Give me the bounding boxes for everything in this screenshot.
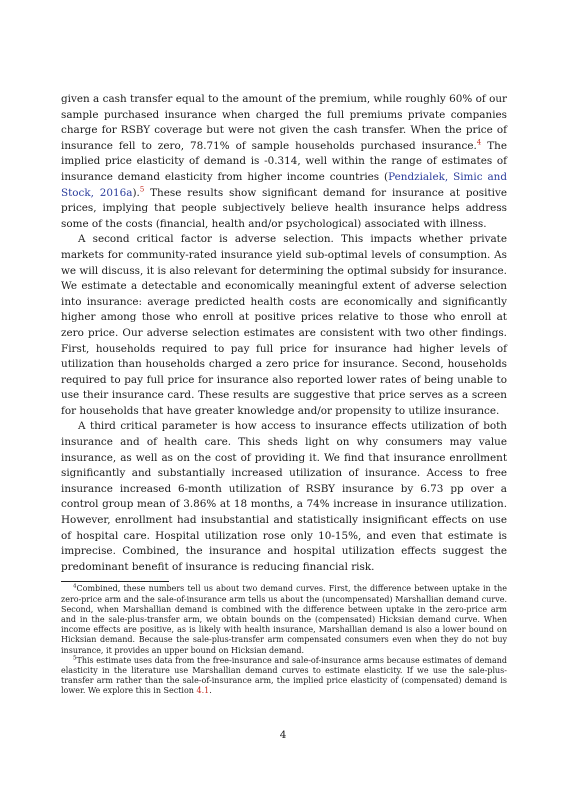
page-number: 4 (279, 729, 287, 741)
page-body (61, 92, 507, 697)
footnote-4-mark: 4 (73, 583, 77, 590)
paragraph-1-text-d: These results show significant demand for insurance at positive prices, implying that people subjectively believe health insurance helps address some of the costs (financial, health and/or psychological) associated with illness. (61, 186, 507, 230)
paragraph-2: A second critical factor is adverse selection. This impacts whether private markets for community-rated insurance yield sub-optimal levels of consumption. As we will discuss, it is also relevant for determining the optimal subsidy for insurance. We estimate a detectable and economically meaningful extent of adverse selection into insurance: average predicted health costs are economically and significantly higher among those who enroll at positive prices relative to those who enroll at zero price. Our adverse selection estimates are consistent with two other findings. First, households required to pay full price for insurance had higher levels of utilization than households charged a zero price for insurance. Second, households required to pay full price for insurance also reported lower rates of being unable to use their insurance card. These results are suggestive that price serves as a screen for households that have greater knowledge and/or propensity to utilize insurance. (61, 233, 507, 417)
footnote-4-text: Combined, these numbers tell us about two demand curves. First, the difference between uptake in the zero-price arm and the sale-of-insurance arm tells us about the (uncompensated) Marshallian demand curve. Second, when Marshallian demand is combined with the difference between uptake in the zero-price arm and in the sale-plus-transfer arm, we obtain bounds on the (compensated) Hicksian demand curve. When income effects are positive, as is likely with health insurance, Marshallian demand is also a lower bound on Hicksian demand. Because the sale-plus-transfer arm compensated consumers even when they do not buy insurance, it provides an upper bound on Hicksian demand. (61, 584, 507, 655)
paragraph-1-text-b: The implied price elasticity of demand is -0.314, well within the range of estimates of insurance demand elasticity from higher income countries ( (61, 139, 507, 183)
footnote-5-end: . (209, 686, 212, 696)
footnote-5-text: This estimate uses data from the free-insurance and sale-of-insurance arms because estimates of demand elasticity in the literature use Marshallian demand curves to estimate elasticity. If we use the sale-plus-transfer arm rather than the sale-of-insurance arm, the implied price elasticity of (compensated) demand is lower. We explore this in Section (61, 655, 507, 696)
paragraph-3: A third critical parameter is how access to insurance effects utilization of both insurance and of health care. This sheds light on why consumers may value insurance, as well as on the cost of providing it. We find that insurance enrollment significantly and substantially increased utilization of insurance. Access to free insurance increased 6-month utilization of RSBY insurance by 6.73 pp over a control group mean of 3.86% at 18 months, a 74% increase in insurance utilization. However, enrollment had insubstantial and statistically insignificant effects on use of hospital care. Hospital utilization rose only 10-15%, and even that estimate is imprecise. Combined, the insurance and hospital utilization effects suggest the predominant benefit of insurance is reducing financial risk. (61, 420, 507, 573)
footnote-4 (61, 584, 507, 655)
footnote-ref-4[interactable]: 4 (476, 138, 482, 147)
footnote-5-mark: 5 (73, 655, 77, 662)
footnote-5 (61, 656, 507, 697)
paragraph-1-text-c: ). (132, 186, 140, 199)
paragraph-1 (61, 92, 507, 232)
citation-link[interactable]: Pendzialek, Simic and Stock, 2016a (61, 170, 507, 199)
section-link[interactable]: 4.1 (196, 686, 210, 696)
footnote-divider (61, 581, 169, 582)
footnote-ref-5[interactable]: 5 (139, 185, 145, 194)
paragraph-1-text-a: given a cash transfer equal to the amount of the premium, while roughly 60% of our sample purchased insurance when charged the full premiums private companies charge for RSBY coverage but were not given the cash transfer. When the price of insurance fell to zero, 78.71% of sample households purchased insurance. (61, 93, 507, 152)
